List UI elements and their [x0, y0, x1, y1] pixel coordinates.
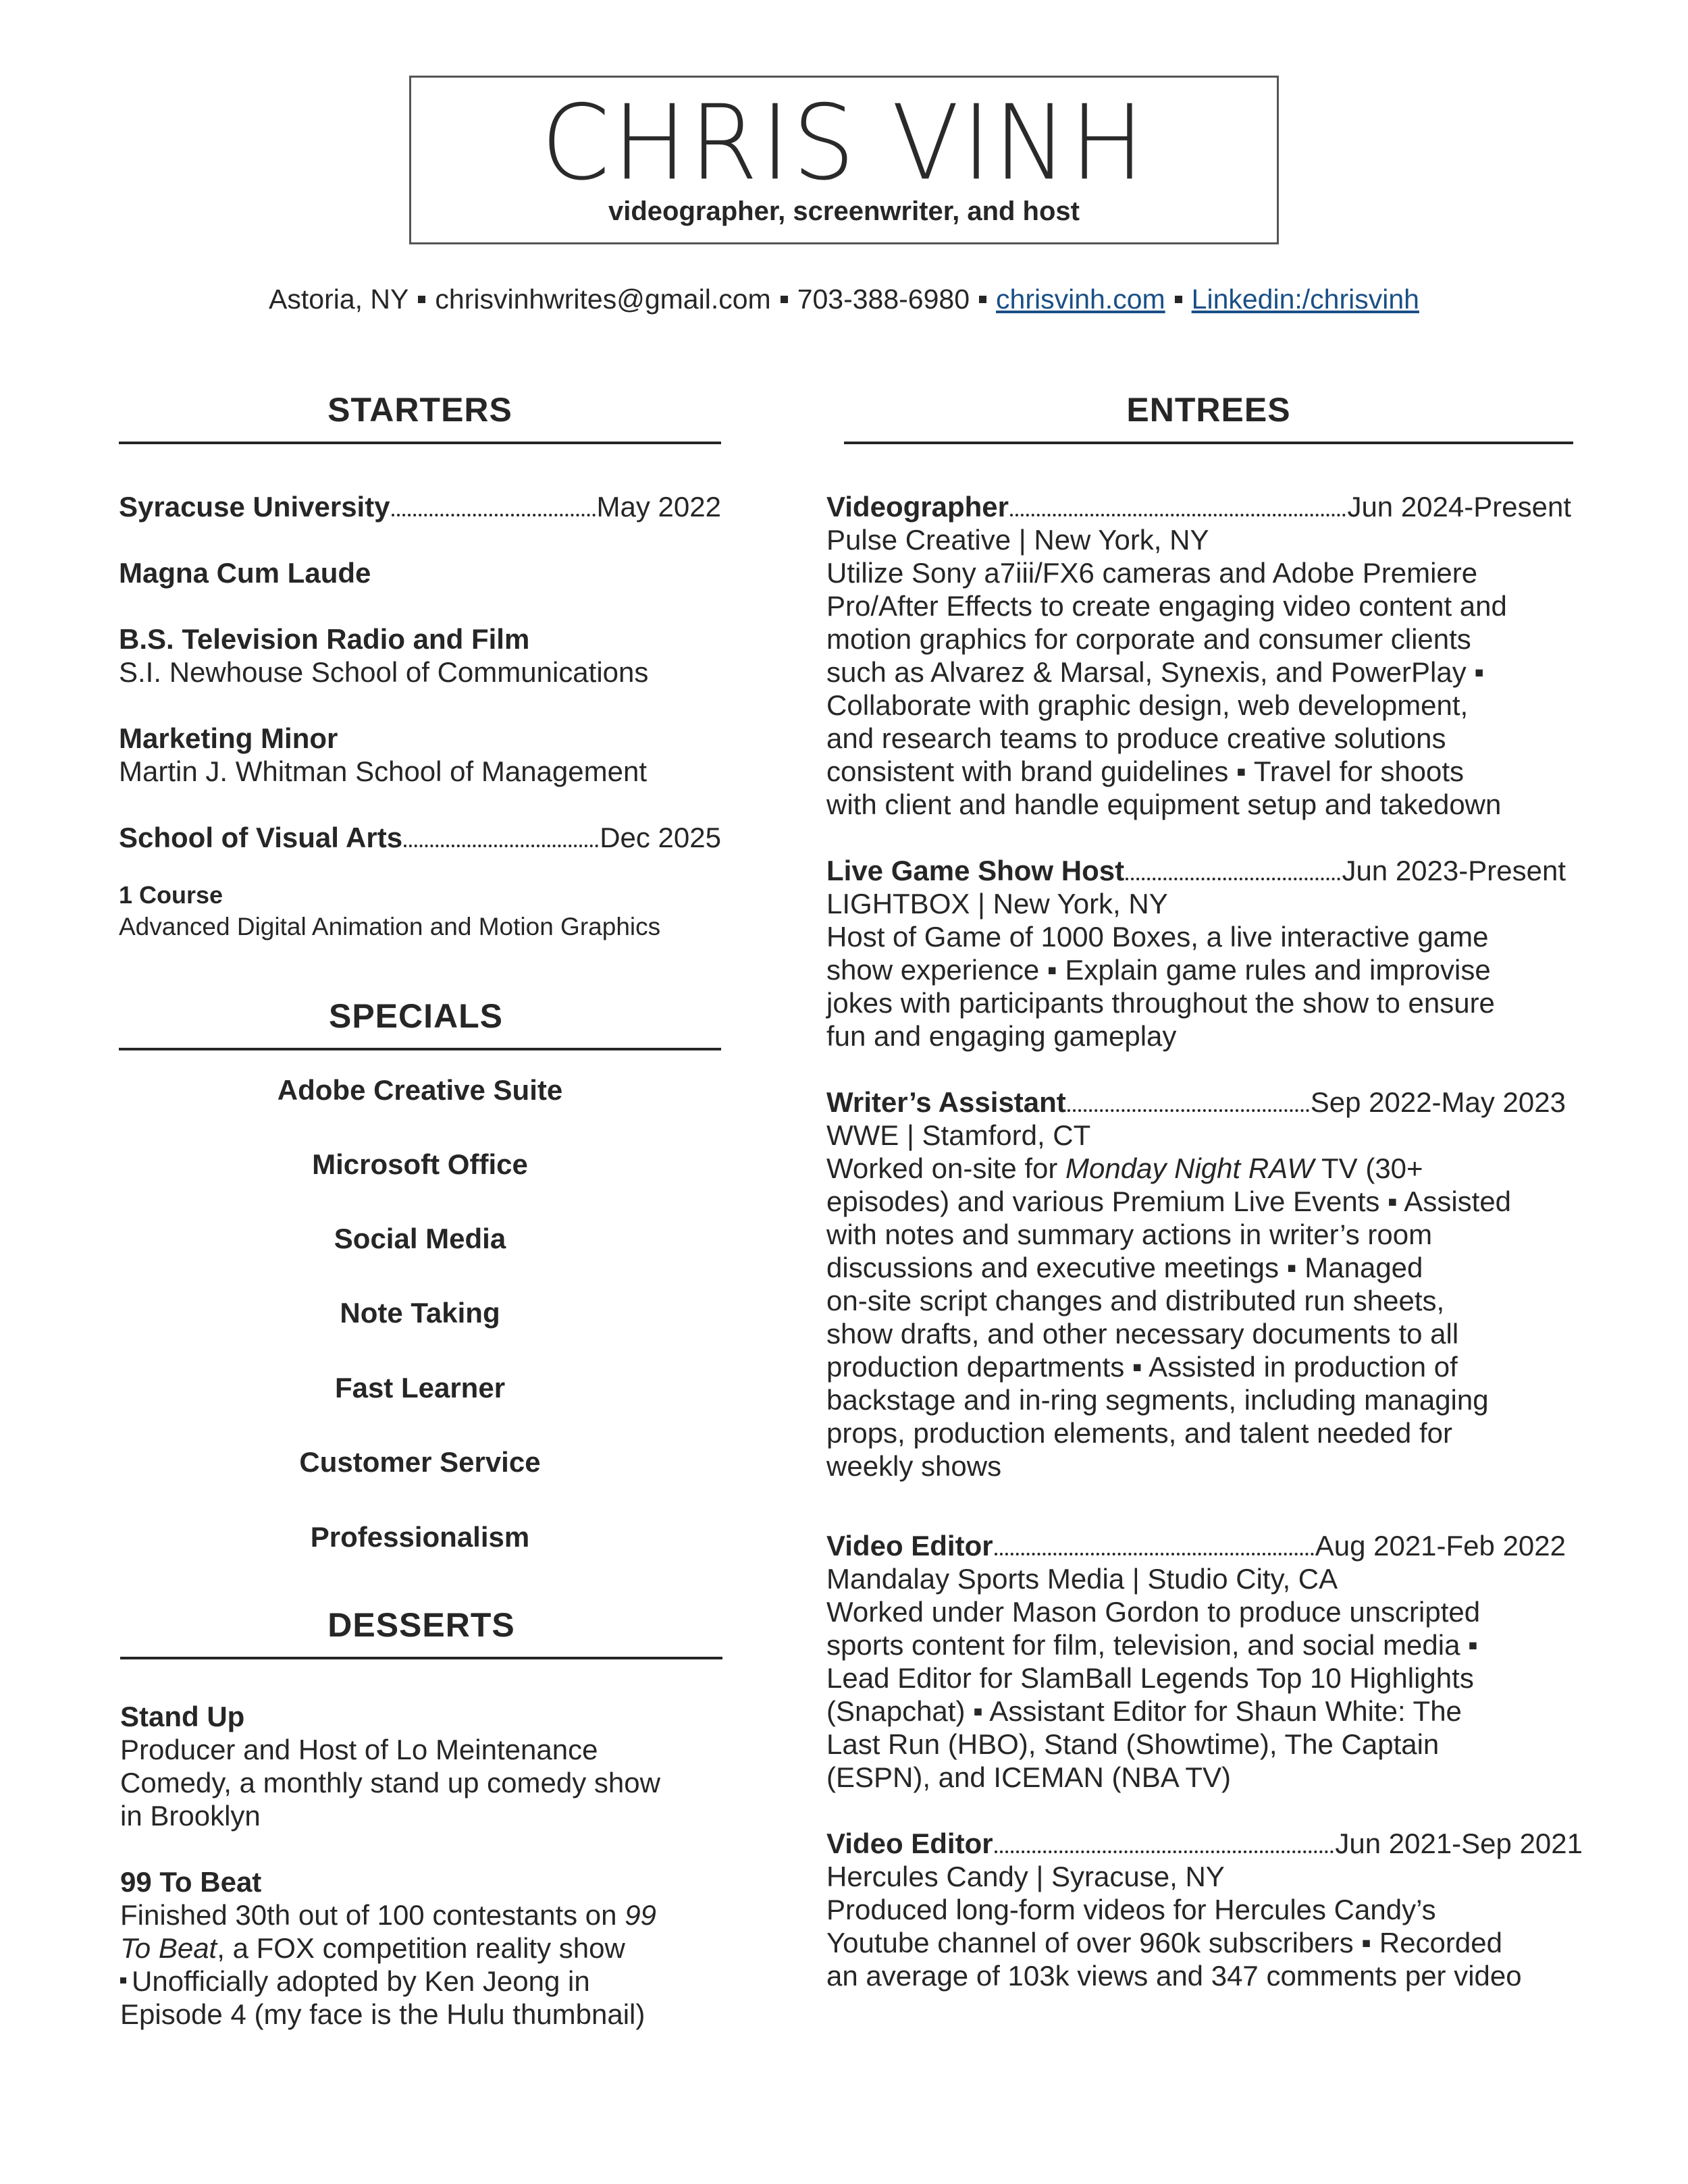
- course-title: 1 Course: [119, 881, 223, 909]
- desserts-rule: [120, 1657, 722, 1659]
- job-title-line: Video Editor Aug 2021-Feb 2022: [826, 1530, 1566, 1562]
- job-company: WWE | Stamford, CT: [826, 1119, 1091, 1151]
- name-box: [409, 76, 1279, 244]
- degree-school: S.I. Newhouse School of Communications: [119, 656, 649, 688]
- skill-item: Customer Service: [299, 1446, 541, 1478]
- honor: Magna Cum Laude: [119, 557, 371, 589]
- skill-item: Note Taking: [340, 1297, 500, 1329]
- job-title-line: Writer’s Assistant Sep 2022-May 2023: [826, 1086, 1566, 1118]
- school-syracuse: Syracuse University May 2022: [119, 491, 721, 523]
- skill-item: Microsoft Office: [312, 1148, 528, 1180]
- standup-title: Stand Up: [120, 1701, 245, 1732]
- degree-title: B.S. Television Radio and Film: [119, 623, 530, 655]
- specials-rule: [119, 1048, 721, 1050]
- job-title-line: Live Game Show Host Jun 2023-Present: [826, 855, 1566, 886]
- starters-heading: STARTERS: [327, 391, 512, 429]
- minor-title: Marketing Minor: [119, 722, 338, 754]
- entrees-content: Videographer Jun 2024-Present Pulse Creative | New York, NY Utilize Sony a7iii/FX6 cameras and Adobe Premiere Pro/After Effects to create engaging video content and motion graphics for corporate and consumer clients such as Alvarez & Marsal, Synexis, and PowerPlay ▪ Collaborate with graphic design, web development, and research teams to produce creative solutions consistent with brand guidelines ▪ Travel for shoots with client and handle equipment setup and takedown Live Game Show Host Jun 2023-Present LIGHTBOX | New York, NY Host of Game of 1000 Boxes, a live interactive game show experience ▪ Explain game rules and improvise jokes with participants throughout the show to ensure fun and engaging gameplay Writer’s Assistant Sep 2022-May 2023 WWE | Stamford, CT Worked on-site for Monday Night RAW TV (30+ episodes) and various Premium Live Events ▪ Assisted with notes and summary actions in writer’s room discussions and executive meetings ▪ Managed on-site script changes and distributed run sheets, show drafts, and other necessary documents to all production departments ▪ Assisted in production of backstage and in-ring segments, including managing props, production elements, and talent needed for weekly shows Video Editor Aug 2021-Feb 2022 Mandalay Sports Media | Studio City, CA Worked under Mason Gordon to produce unscripted sports content for film, television, and social media ▪ Lead Editor for SlamBall Legends Top 10 Highlights (Snapchat) ▪ Assistant Editor for Shaun White: The Last Run (HBO), Stand (Showtime), The Captain (ESPN), and ICEMAN (NBA TV) Video Editor Jun 2021-Sep 2021 Hercules Candy | Syracuse, NY Produced long-form videos for Hercules Candy’s Youtube channel of over 960k subscribers ▪ Recorded an average of 103k views and 347 comments per video: [826, 491, 1583, 1992]
- school-sva: School of Visual Arts Dec 2025: [119, 822, 721, 853]
- tagline: videographer, screenwriter, and host: [608, 196, 1080, 226]
- job-company: Pulse Creative | New York, NY: [826, 524, 1209, 556]
- starters-content: [119, 490, 721, 942]
- bullet-icon: [120, 1977, 126, 1983]
- specials-heading: SPECIALS: [328, 997, 504, 1035]
- separator-icon: [781, 296, 788, 303]
- skill-item: Adobe Creative Suite: [277, 1074, 563, 1106]
- separator-icon: [1175, 296, 1182, 303]
- starters-rule: [119, 442, 721, 444]
- job-company: LIGHTBOX | New York, NY: [826, 888, 1168, 920]
- desserts-content: Stand Up Producer and Host of Lo Meintenance Comedy, a monthly stand up comedy show in Brooklyn 99 To Beat Finished 30th out of 100 contestants on 99 To Beat, a FOX competition reality show Unofficially adopted by Ken Jeong in Episode 4 (my face is the Hulu thumbnail): [120, 1700, 728, 2031]
- separator-icon: [979, 296, 986, 303]
- skill-item: Fast Learner: [334, 1372, 506, 1404]
- desserts-heading: DESSERTS: [327, 1606, 515, 1644]
- entrees-rule: [844, 442, 1573, 444]
- minor-school: Martin J. Whitman School of Management: [119, 755, 648, 787]
- skill-item: Social Media: [334, 1223, 506, 1254]
- job-company: Mandalay Sports Media | Studio City, CA: [826, 1563, 1338, 1595]
- email[interactable]: chrisvinhwrites@gmail.com: [435, 284, 771, 315]
- course-desc: Advanced Digital Animation and Motion Graphics: [119, 913, 661, 940]
- location: Astoria, NY: [269, 284, 409, 315]
- linkedin-link[interactable]: Linkedin:/chrisvinh: [1191, 284, 1419, 315]
- beat-title: 99 To Beat: [120, 1866, 262, 1898]
- website-link[interactable]: chrisvinh.com: [996, 284, 1165, 315]
- phone: 703-388-6980: [797, 284, 970, 315]
- candidate-name: CHRIS VINH: [541, 82, 1147, 204]
- skill-item: Professionalism: [310, 1521, 530, 1553]
- job-title-line: Video Editor Jun 2021-Sep 2021: [826, 1828, 1583, 1859]
- contact-line: [0, 284, 1688, 315]
- separator-icon: [418, 296, 425, 303]
- entrees-heading: ENTREES: [1126, 391, 1291, 429]
- job-company: Hercules Candy | Syracuse, NY: [826, 1861, 1225, 1892]
- job-title-line: Videographer Jun 2024-Present: [826, 491, 1571, 523]
